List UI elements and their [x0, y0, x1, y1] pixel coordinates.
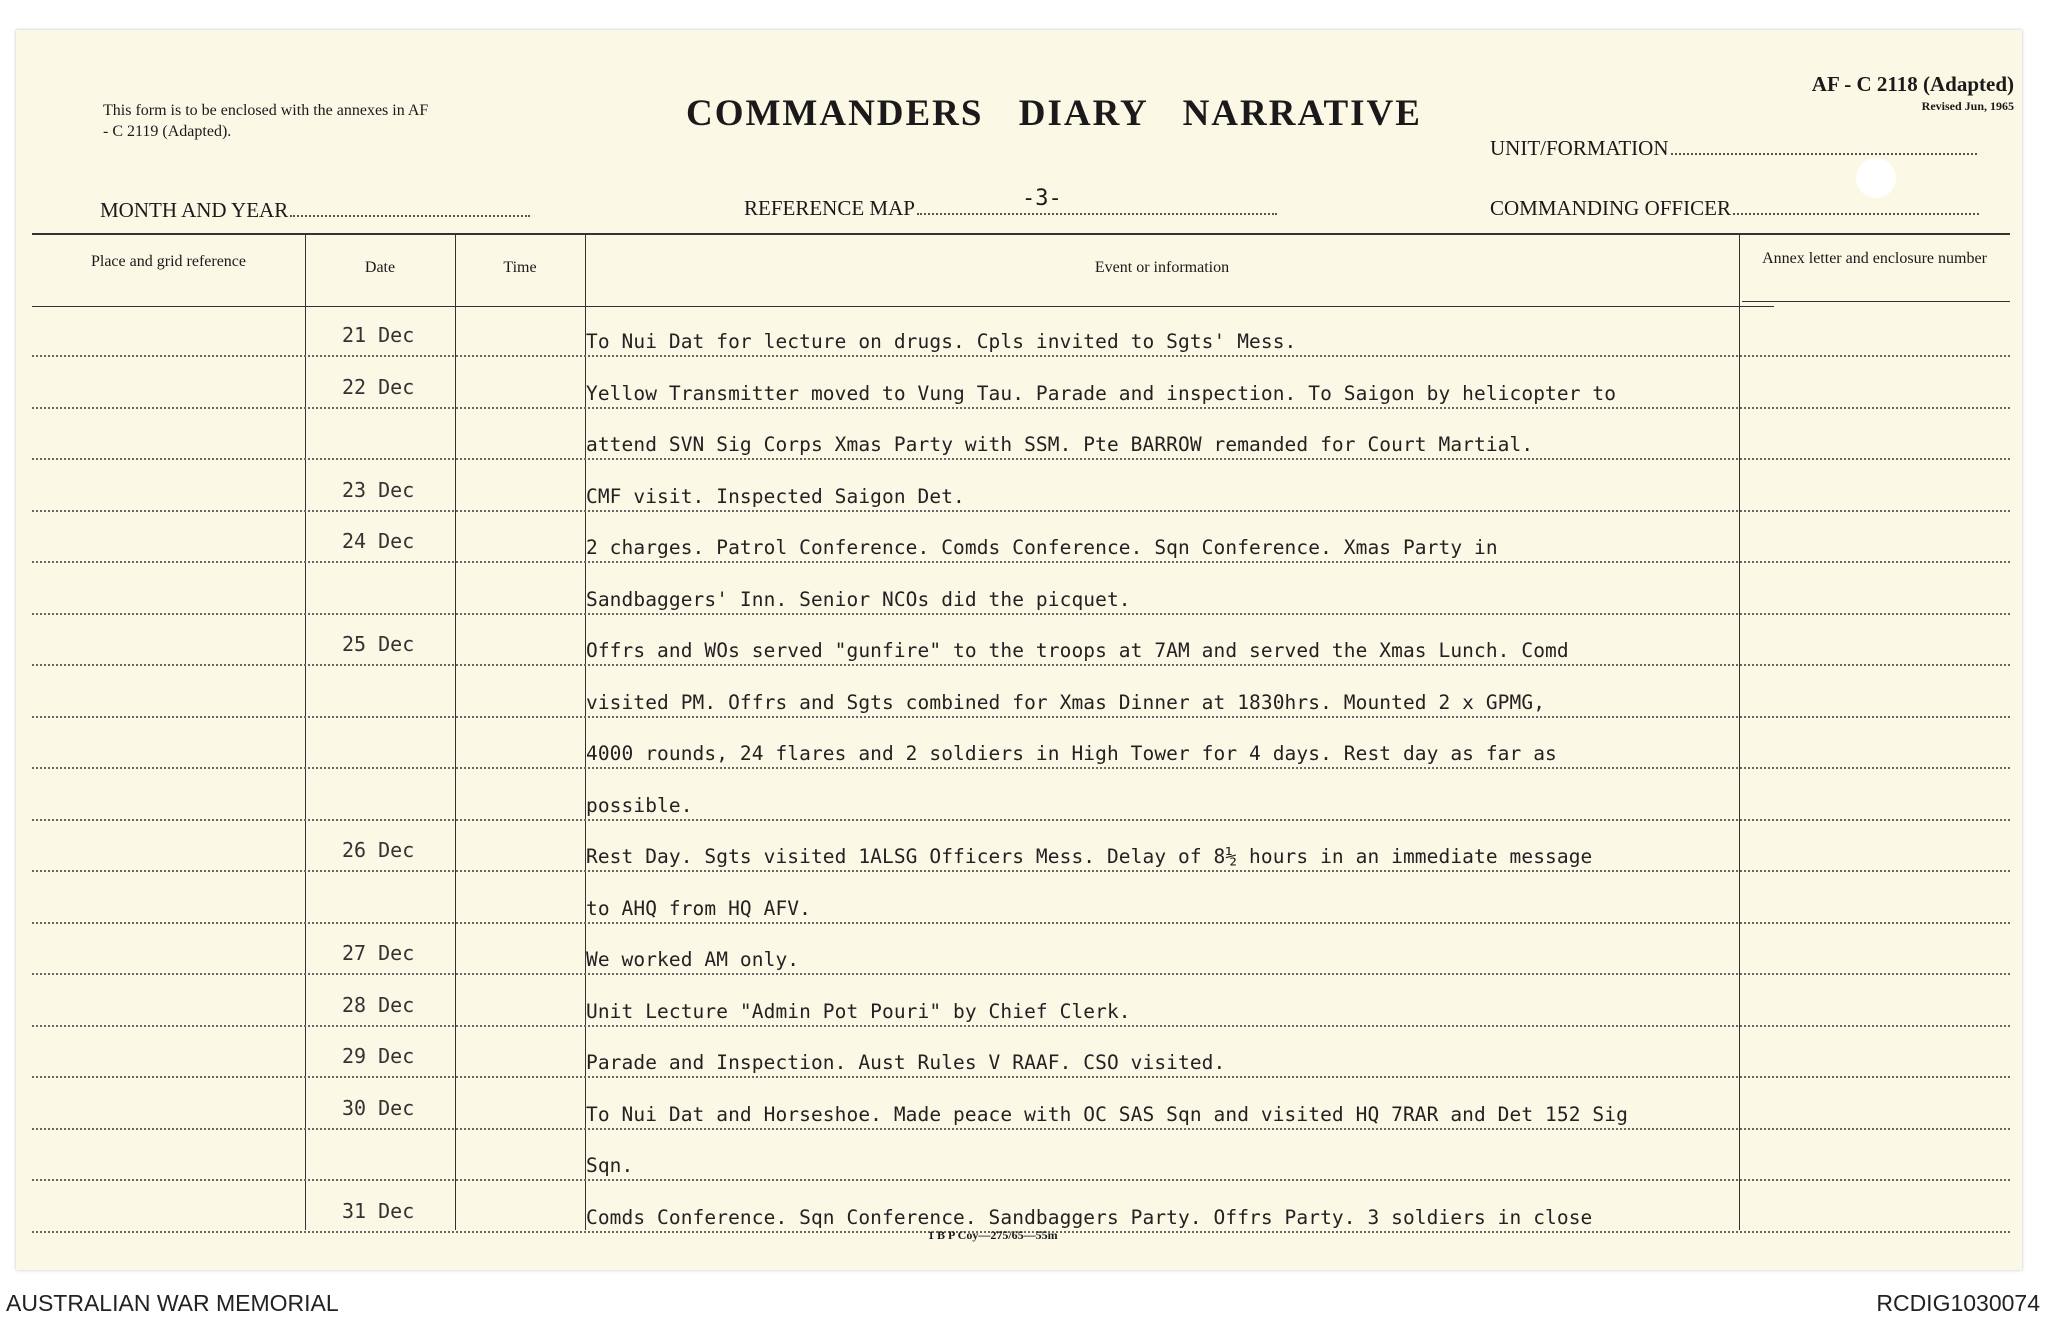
table-row: [32, 306, 2010, 357]
diary-table: [32, 233, 2010, 1230]
month-year-label: MONTH AND YEAR: [100, 198, 289, 222]
reference-map-field: [744, 196, 1277, 221]
commanding-officer-label: COMMANDING OFFICER: [1490, 196, 1731, 220]
reference-map-label: REFERENCE MAP: [744, 196, 915, 220]
header-rule: [1742, 301, 2010, 302]
table-row: [32, 770, 2010, 821]
row-event: Sandbaggers' Inn. Senior NCOs did the picquet.: [586, 587, 1131, 611]
row-date: 24 Dec: [342, 529, 415, 553]
col-header-date: Date: [364, 259, 396, 276]
row-event: Unit Lecture "Admin Pot Pouri" by Chief Clerk.: [586, 999, 1131, 1023]
table-row: [32, 1130, 2010, 1181]
row-event: CMF visit. Inspected Saigon Det.: [586, 484, 965, 508]
row-date: 31 Dec: [342, 1198, 415, 1223]
row-event: visited PM. Offrs and Sgts combined for Xmas Dinner at 1830hrs. Mounted 2 x GPMG,: [586, 690, 1546, 714]
row-event: To Nui Dat for lecture on drugs. Cpls invited to Sgts' Mess.: [586, 330, 1297, 353]
table-row: [32, 924, 2010, 975]
reference-map-value: -3-: [1022, 186, 1062, 211]
table-row: [32, 409, 2010, 460]
table-row: [32, 718, 2010, 769]
form-number: AF - C 2118 (Adapted): [1811, 72, 2014, 96]
col-header-time: Time: [503, 259, 537, 276]
revision-date: Revised Jun, 1965: [1921, 99, 2014, 113]
printer-imprint: 1 B P Coy—275/65—55m: [928, 1228, 1058, 1242]
row-date: 28 Dec: [342, 992, 415, 1017]
form-number-block: [1812, 72, 2014, 114]
footer-archive-name: AUSTRALIAN WAR MEMORIAL: [6, 1290, 339, 1316]
row-date: 26 Dec: [342, 838, 415, 862]
row-date: 30 Dec: [342, 1095, 415, 1120]
row-event: To Nui Dat and Horseshoe. Made peace with OC SAS Sqn and visited HQ 7RAR and Det 152 Sig: [586, 1102, 1628, 1126]
table-row: [32, 873, 2010, 924]
table-row: [32, 512, 2010, 563]
row-date: 23 Dec: [342, 477, 415, 502]
punch-hole: [1856, 158, 1896, 198]
row-event: Comds Conference. Sqn Conference. Sandbaggers Party. Offrs Party. 3 soldiers in close: [586, 1205, 1593, 1229]
footer-record-id: RCDIG1030074: [1876, 1290, 2040, 1316]
row-event: Offrs and WOs served "gunfire" to the troops at 7AM and served the Xmas Lunch. Comd: [586, 639, 1569, 662]
table-row: [32, 615, 2010, 666]
table-row: [32, 564, 2010, 615]
table-row: [32, 821, 2010, 872]
row-date: 29 Dec: [342, 1044, 415, 1068]
row-date: 21 Dec: [342, 323, 415, 347]
row-date: 22 Dec: [342, 374, 415, 399]
table-top-rule: [32, 233, 2010, 235]
row-date: 25 Dec: [342, 632, 415, 656]
table-row: [32, 1027, 2010, 1078]
table-row: [32, 976, 2010, 1027]
unit-formation-label: UNIT/FORMATION: [1490, 136, 1669, 160]
month-year-field: [100, 198, 530, 223]
row-event: attend SVN Sig Corps Xmas Party with SSM. Pte BARROW remanded for Court Martial.: [586, 433, 1534, 456]
unit-formation-field: [1490, 136, 1977, 161]
enclosure-note: This form is to be enclosed with the annexes in AF - C 2119 (Adapted).: [103, 102, 429, 140]
row-event: Rest Day. Sgts visited 1ALSG Officers Mess. Delay of 8½ hours in an immediate message: [586, 845, 1593, 868]
col-header-annex: Annex letter and enclosure number: [1762, 250, 1987, 267]
table-row: [32, 461, 2010, 512]
table-row: [32, 1079, 2010, 1130]
row-event: to AHQ from HQ AFV.: [586, 896, 811, 920]
row-event: 4000 rounds, 24 flares and 2 soldiers in High Tower for 4 days. Rest day as far as: [586, 742, 1557, 765]
commanding-officer-field: [1490, 196, 1979, 221]
table-row: [32, 1182, 2010, 1233]
col-header-place: Place and grid reference: [90, 253, 246, 270]
table-row: [32, 667, 2010, 718]
row-event: Sqn.: [586, 1154, 634, 1177]
row-event: We worked AM only.: [586, 948, 800, 971]
col-header-event: Event or information: [1094, 259, 1230, 276]
row-event: Parade and Inspection. Aust Rules V RAAF. CSO visited.: [586, 1051, 1226, 1074]
row-event: 2 charges. Patrol Conference. Comds Conference. Sqn Conference. Xmas Party in: [586, 536, 1498, 559]
table-row: [32, 358, 2010, 409]
row-event: possible.: [586, 793, 693, 817]
page-title: COMMANDERS DIARY NARRATIVE: [686, 93, 1422, 134]
row-event: Yellow Transmitter moved to Vung Tau. Parade and inspection. To Saigon by helicopter to: [586, 381, 1617, 405]
row-date: 27 Dec: [342, 941, 415, 965]
